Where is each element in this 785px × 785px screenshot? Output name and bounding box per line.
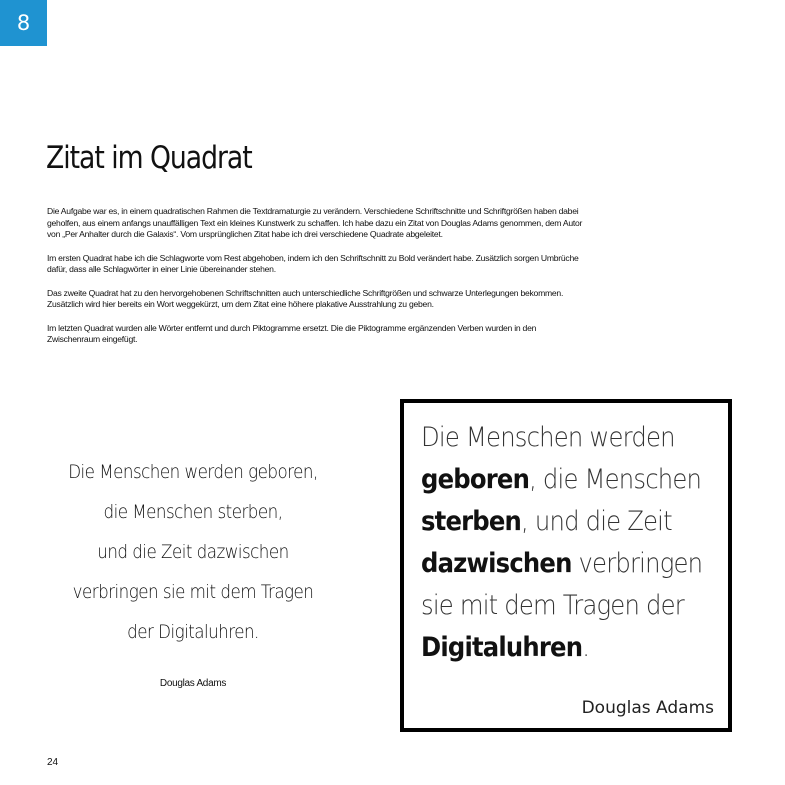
paragraph-intro: Die Aufgabe war es, in einem quadratischen Rahmen die Textdramaturgie zu verändern. Verschiedene Schriftschnitte und Schriftgrößen haben dabei geholfen, aus einem anfangs unauffälligen Text ein kleines Kunstwerk zu schaffen. Ich habe dazu ein Zitat von Douglas Adams genommen, dem Autor von „Per Anhalter durch die Galaxis“. Vom ursprünglichen Zitat habe ich drei verschiedene Quadrate abgeleitet. <box>47 206 583 239</box>
quote-square-author: Douglas Adams <box>581 698 714 718</box>
plain-quote-line: Die Menschen werden geboren, <box>68 461 318 483</box>
chapter-number-badge: 8 <box>0 0 47 46</box>
quote-square-text <box>421 417 731 669</box>
box-quote-regular: , die Menschen <box>529 464 702 495</box>
keyword-sterben: sterben <box>421 506 522 537</box>
plain-quote-line: verbringen sie mit dem Tragen <box>72 581 314 603</box>
box-quote-line <box>421 627 700 669</box>
box-quote-line <box>421 585 700 627</box>
box-quote-line <box>421 543 703 585</box>
box-quote-regular: verbringen <box>571 548 703 579</box>
box-quote-regular: sie mit dem Tragen der <box>421 590 684 621</box>
page-number: 24 <box>47 757 59 768</box>
plain-quote-line: und die Zeit dazwischen <box>97 541 289 563</box>
plain-quote-line: die Menschen sterben, <box>103 501 283 523</box>
box-quote-line <box>421 501 700 543</box>
paragraph-first-square: Im ersten Quadrat habe ich die Schlagworte vom Rest abgehoben, indem ich den Schriftschnitt zu Bold verändert habe. Zusätzlich sorgen Umbrüche dafür, dass alle Schlagwörter in einer Linie übereinander stehen. <box>47 252 579 274</box>
plain-quote <box>48 452 338 652</box>
page-title: Zitat im Quadrat <box>46 140 252 176</box>
keyword-geboren: geboren <box>421 464 530 495</box>
body-text <box>47 206 587 358</box>
box-quote-regular: Die Menschen werden <box>421 422 675 453</box>
keyword-dazwischen: dazwischen <box>421 548 572 579</box>
keyword-digitaluhren: Digitaluhren <box>421 632 583 663</box>
box-quote-regular: , und die Zeit <box>521 506 672 537</box>
box-quote-line <box>421 417 700 459</box>
box-quote-regular: . <box>582 632 590 663</box>
paragraph-last-square: Im letzten Quadrat wurden alle Wörter entfernt und durch Piktogramme ersetzt. Die die Piktogramme ergänzenden Verben wurden in den Zwischenraum eingefügt. <box>47 322 537 344</box>
box-quote-line <box>421 459 700 501</box>
quote-square-frame <box>400 399 732 732</box>
plain-quote-line: der Digitaluhren. <box>127 621 259 643</box>
paragraph-second-square: Das zweite Quadrat hat zu den hervorgehobenen Schriftschnitten auch unterschiedliche Schriftgrößen und schwarze Unterlegungen bekommen. Zusätzlich wird hier bereits ein Wort weggekürzt, um dem Zitat eine höhere plakative Ausstrahlung zu geben. <box>47 287 564 309</box>
plain-quote-author: Douglas Adams <box>159 678 227 689</box>
